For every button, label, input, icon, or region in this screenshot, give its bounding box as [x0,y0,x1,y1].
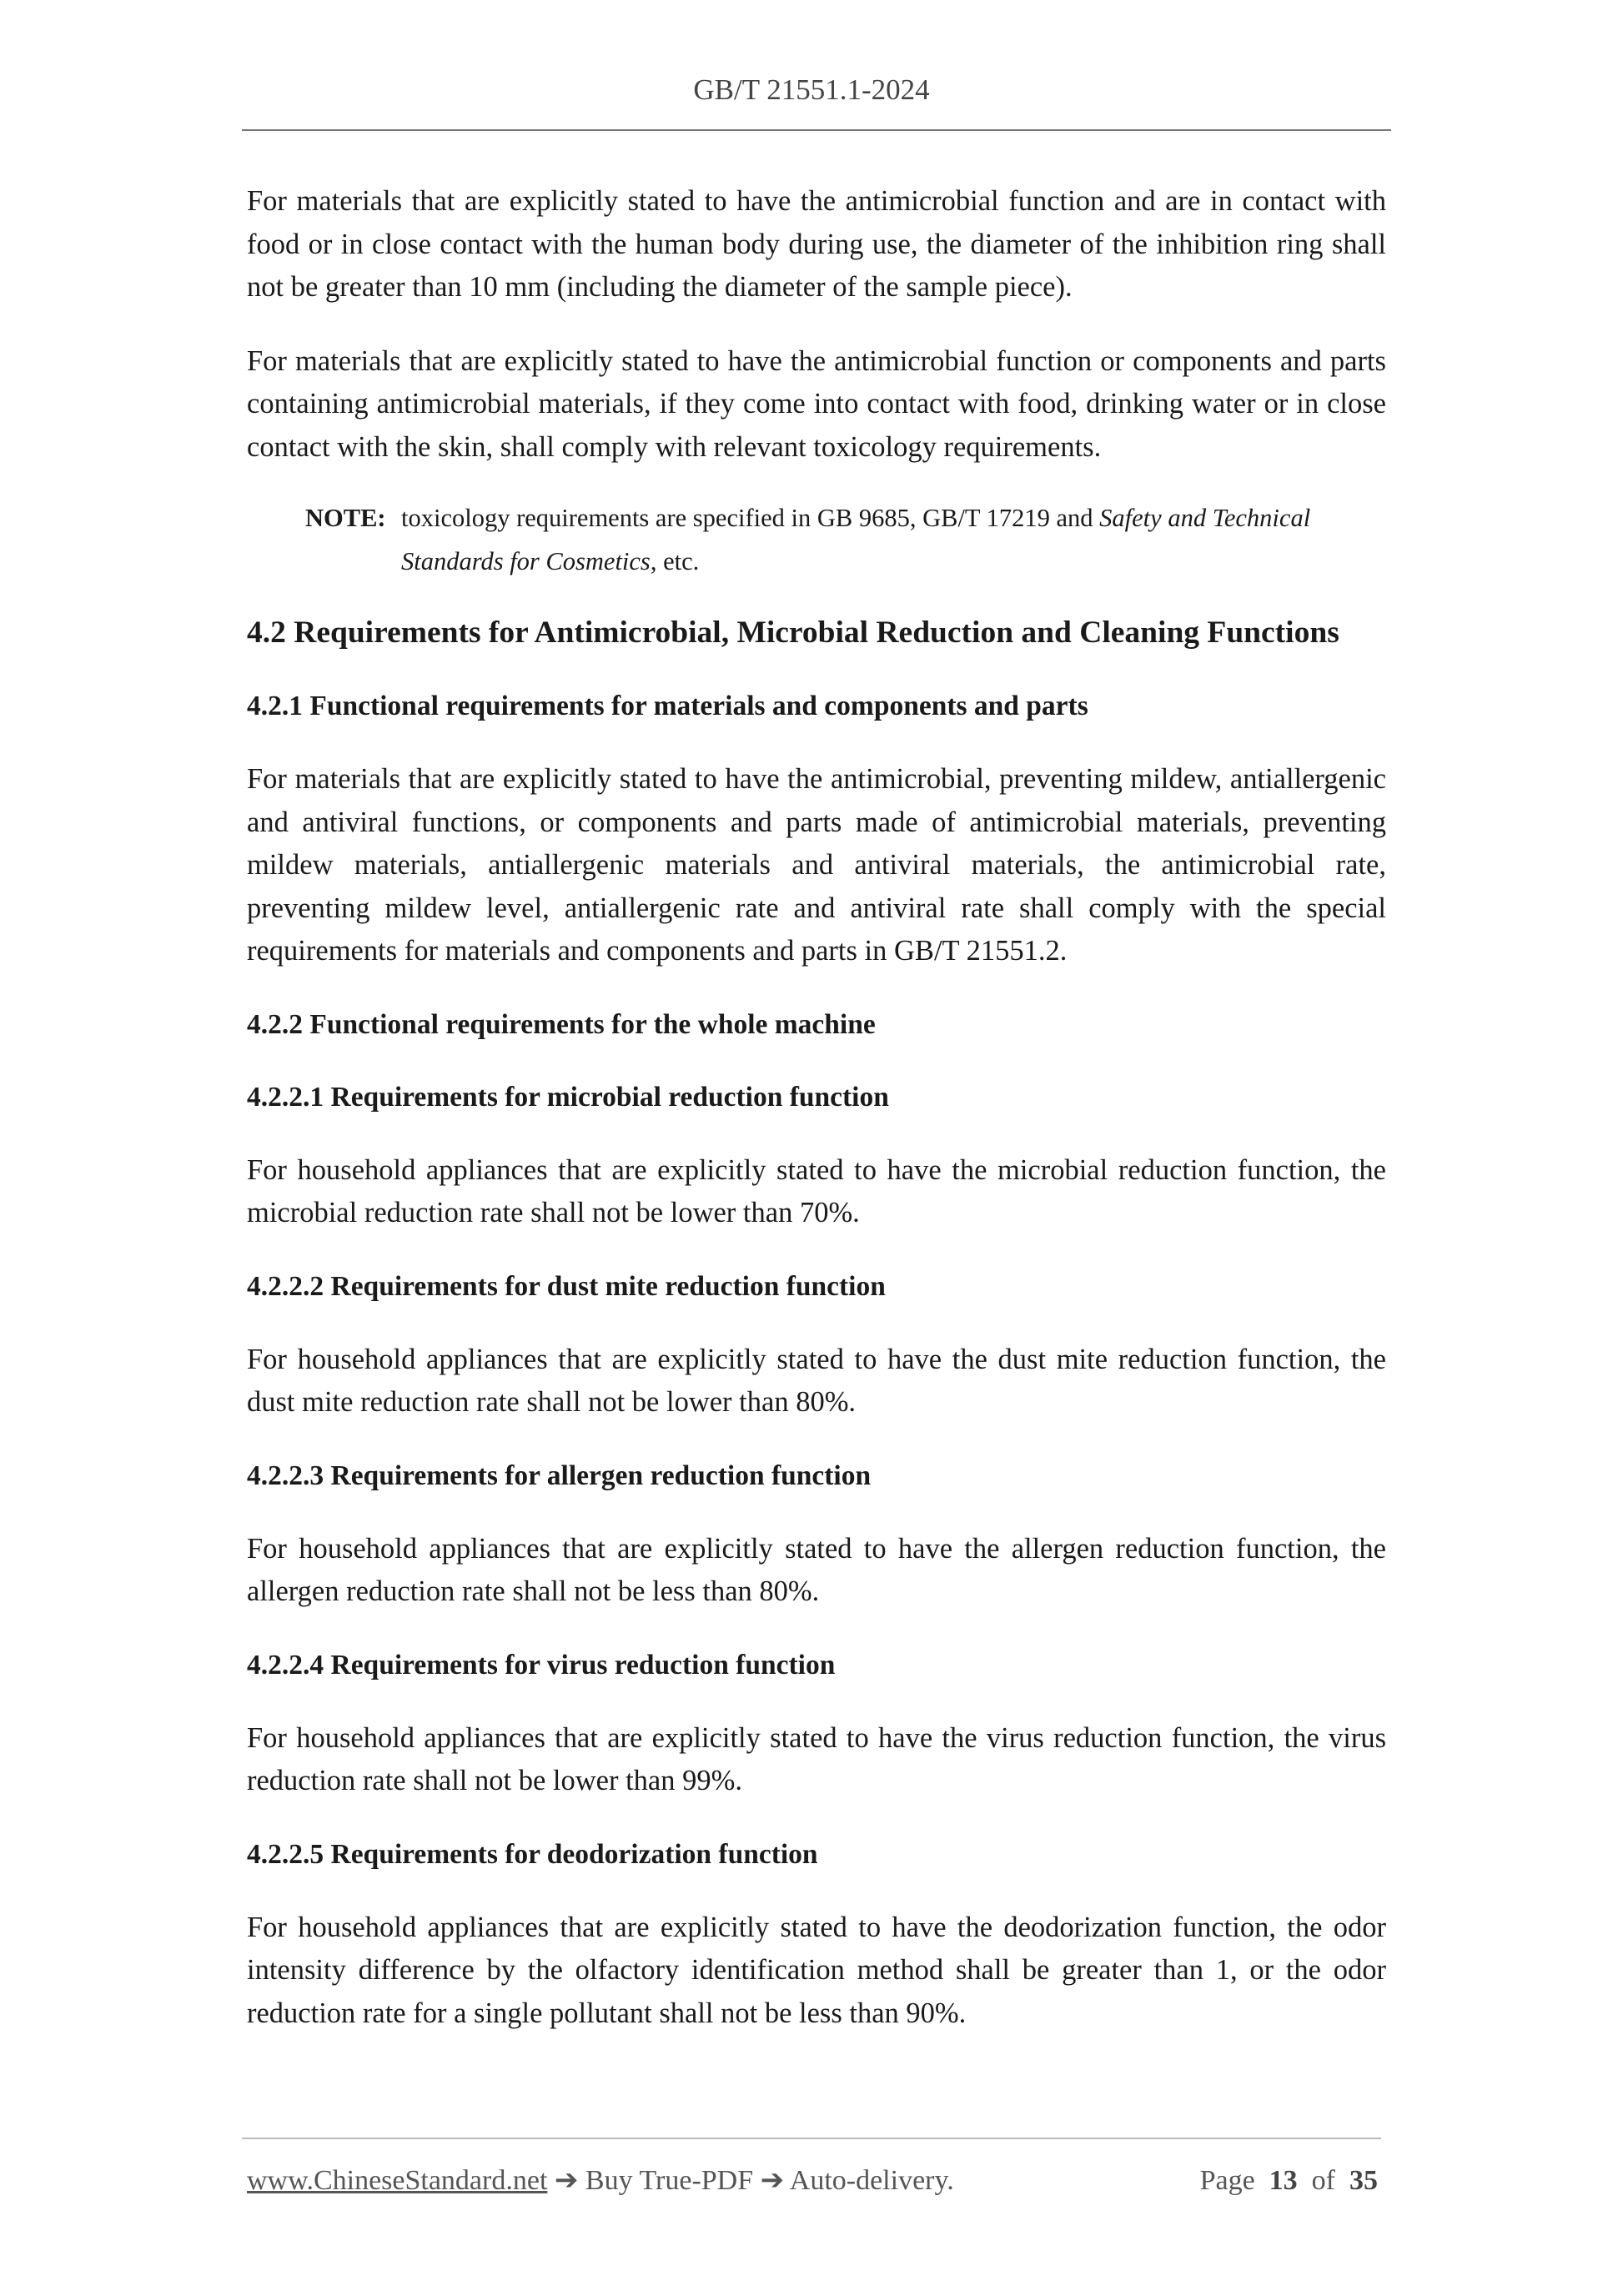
section-4-2-2-4-heading: 4.2.2.4 Requirements for virus reduction function [247,1649,836,1681]
page-indicator [1200,2160,1378,2202]
section-4-2-2-3-heading: 4.2.2.3 Requirements for allergen reduction function [247,1459,872,1491]
note-text-end: , etc. [650,547,700,575]
note-block [305,496,1386,583]
header-divider [242,129,1391,131]
page-number: 13 [1269,2165,1298,2196]
note-label: NOTE: [305,504,386,532]
buy-true-pdf-text: Buy True-PDF [585,2165,754,2196]
section-4-2-2-2-text: For household appliances that are explicitly stated to have the dust mite reduction function, the dust mite reduction rate shall not be lower than 80%. [247,1343,1386,1418]
section-4-2-2-5-heading: 4.2.2.5 Requirements for deodorization function [247,1838,818,1870]
section-4-2-heading: 4.2 Requirements for Antimicrobial, Microbial Reduction and Cleaning Functions [247,615,1339,650]
footer-divider [242,2138,1381,2139]
note-italic-title: Safety and Technical Standards for Cosmetics [401,504,1311,575]
of-label: of [1311,2165,1335,2196]
page-label: Page [1199,2165,1255,2196]
section-4-2-2-2-heading: 4.2.2.2 Requirements for dust mite reduction function [247,1270,886,1302]
arrow-icon: ➔ [760,2165,785,2196]
paragraph-inhibition-ring: For materials that are explicitly stated to have the antimicrobial function and are in contact with food or in close contact with the human body during use, the diameter of the inhibition ring shall not be greater than 10 mm (including the diameter of the sample piece). [247,185,1386,303]
arrow-icon: ➔ [554,2165,579,2196]
section-4-2-2-1-text: For household appliances that are explicitly stated to have the microbial reduction function, the microbial reduction rate shall not be lower than 70%. [247,1153,1386,1228]
section-4-2-2-1-heading: 4.2.2.1 Requirements for microbial reduction function [247,1081,889,1113]
auto-delivery-text: Auto-delivery. [789,2165,954,2196]
section-4-2-2-heading: 4.2.2 Functional requirements for the whole machine [247,1008,876,1040]
section-4-2-1-heading: 4.2.1 Functional requirements for materials and components and parts [247,691,1088,721]
document-id-header: GB/T 21551.1-2024 [693,73,930,106]
section-4-2-1-text: For materials that are explicitly stated to have the antimicrobial, preventing mildew, antiallergenic and antiviral functions, or components and parts made of antimicrobial materials, preventing mildew materials, antiallergenic materials and antiviral materials, the antimicrobial rate, preventing mildew level, antiallergenic rate and antiviral rate shall comply with the special requirements for materials and components and parts in GB/T 21551.2. [247,763,1386,967]
site-link[interactable]: www.ChineseStandard.net [247,2165,548,2196]
note-text: toxicology requirements are specified in GB 9685, GB/T 17219 and [401,504,1100,532]
section-4-2-2-5-text: For household appliances that are explicitly stated to have the deodorization function, the odor intensity difference by the olfactory identification method shall be greater than 1, or the odor reduction rate for a single pollutant shall not be less than 90%. [247,1911,1386,2029]
page-footer [247,2160,1378,2202]
page-content [247,180,1386,2066]
section-4-2-2-3-text: For household appliances that are explicitly stated to have the allergen reduction function, the allergen reduction rate shall not be less than 80%. [247,1532,1386,1607]
page-total: 35 [1349,2165,1378,2196]
paragraph-toxicology: For materials that are explicitly stated to have the antimicrobial function or components and parts containing antimicrobial materials, if they come into contact with food, drinking water or in close contact with the skin, shall comply with relevant toxicology requirements. [247,344,1386,463]
section-4-2-2-4-text: For household appliances that are explicitly stated to have the virus reduction function, the virus reduction rate shall not be lower than 99%. [247,1721,1386,1796]
